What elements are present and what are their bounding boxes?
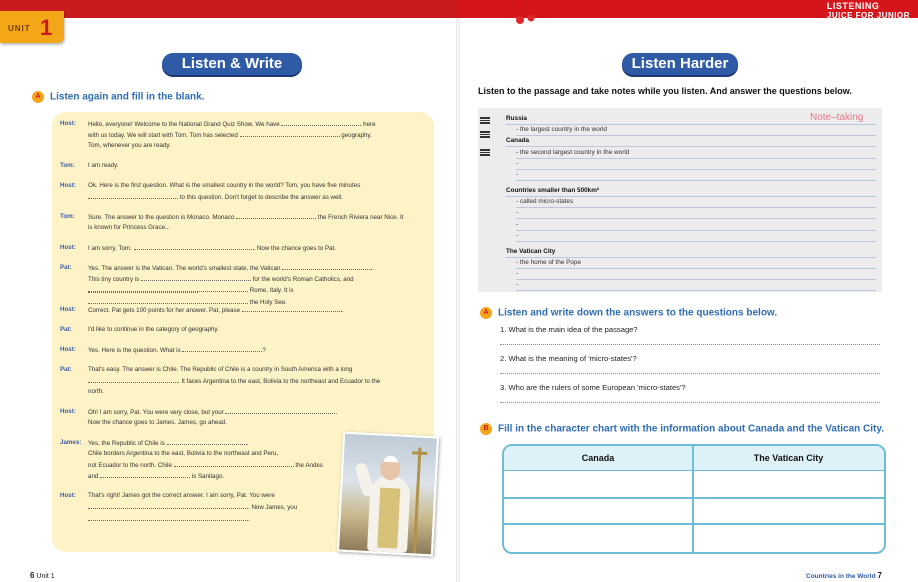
answer-blank[interactable]: [240, 129, 340, 137]
pope-staff: [413, 448, 422, 554]
note-item: -: [516, 268, 876, 280]
dialog-line: . It faces Argentina to the east, Bolivia to the northeast and Ecuador to the: [88, 375, 424, 387]
answer-blank[interactable]: [88, 501, 248, 509]
chart-row-divider: [504, 497, 884, 499]
answer-blank[interactable]: [236, 211, 316, 219]
dialog-line: Yes. Here is the question. What is ?: [88, 344, 424, 356]
list-icon: [480, 148, 494, 156]
speaker-label: Pat:: [60, 366, 72, 373]
dialog-line: Yes. The answer is the Vatican. The world's smallest state, the Vatican .: [88, 262, 424, 274]
pope-stole: [377, 488, 400, 549]
question-3: 3. Who are the rulers of some European 'micro-states'?: [500, 383, 686, 392]
dialog-line: Correct. Pat gets 100 points for her answer. Pat, please .: [88, 304, 424, 316]
note-item: -: [516, 279, 876, 291]
speaker-label: Pat:: [60, 326, 72, 333]
dialog-line: with us today. We will start with Tom. Tom has selected geography.: [88, 129, 424, 141]
section-a2-title: Listen and write down the answers to the questions below.: [498, 307, 778, 319]
dialog-line: Rome, Italy. It is the Holy See.: [88, 284, 424, 308]
answer-blank[interactable]: [167, 437, 247, 445]
page-gutter: [456, 18, 460, 582]
unit-tab: [0, 11, 64, 43]
left-page-number: 6: [30, 571, 35, 580]
dialog-line: Ok. Here is the first question. What is the smallest country in the world? Tom, you have five minutes: [88, 182, 361, 189]
speaker-label: Host:: [60, 492, 76, 499]
list-icon: [480, 116, 494, 124]
answer-line[interactable]: [500, 402, 880, 403]
speaker-label: Tom:: [60, 162, 75, 169]
unit-label: UNIT: [8, 24, 31, 33]
left-footer: [30, 571, 55, 580]
section-a2-heading: [480, 307, 777, 319]
answer-blank[interactable]: [182, 344, 262, 352]
instruction-text: Listen to the passage and take notes while you listen. And answer the questions below.: [478, 86, 852, 96]
right-footer-title: Countries in the World: [806, 573, 876, 580]
brand-logo: [827, 2, 910, 20]
speaker-label: Host:: [60, 306, 76, 313]
listen-harder-title: Listen Harder: [622, 53, 738, 75]
right-footer: [806, 571, 882, 580]
question-1: 1. What is the main idea of the passage?: [500, 325, 638, 334]
answer-line[interactable]: [500, 373, 880, 374]
dialog-line: and is Santiago.: [88, 470, 424, 482]
note-heading: The Vatican City: [506, 246, 876, 258]
answer-blank[interactable]: [88, 191, 178, 199]
dialog-line: is known for Princess Grace...: [88, 224, 171, 231]
chart-row-divider: [504, 523, 884, 525]
character-chart: [502, 444, 886, 554]
chart-column-divider: [692, 446, 694, 552]
note-item: -: [516, 230, 876, 242]
dialog-line: That's right! James got the correct answer. I am sorry, Pat. You were: [88, 492, 275, 499]
cherry-icon: [516, 0, 536, 26]
speaker-label: Host:: [60, 182, 76, 189]
question-2: 2. What is the meaning of 'micro-states'?: [500, 354, 637, 363]
answer-line[interactable]: [500, 344, 880, 345]
speaker-label: Host:: [60, 244, 76, 251]
answer-blank[interactable]: [242, 304, 342, 312]
note-item: - the second largest country in the world: [516, 147, 876, 159]
dialog-line: This tiny country is for the world's Roman Catholics, and: [88, 273, 424, 297]
dialog-line: I am sorry, Tom. . Now the chance goes to Pat.: [88, 242, 424, 254]
dialog-line: Sure. The answer to the question is Monaco. Monaco the French Riviera near Nice. It: [88, 211, 424, 223]
right-page-number: 7: [877, 571, 882, 580]
left-footer-unit: Unit 1: [36, 573, 55, 580]
dialog-line: Yes, the Republic of Chile is .: [88, 437, 424, 449]
dialog-line: I'd like to continue in the category of geography.: [88, 326, 219, 333]
dialog-line: Tom, whenever you are ready.: [88, 142, 171, 149]
section-b-badge: B: [480, 423, 492, 435]
section-a-title: Listen again and fill in the blank.: [50, 91, 205, 103]
brand-line-2: JUICE FOR JUNIOR: [826, 11, 910, 20]
dialog-line: not Ecuador to the north. Chile the Andes: [88, 459, 424, 471]
dialog-line: to this question. Don't forget to describe the answer as well.: [88, 191, 424, 203]
speaker-label: Pat:: [60, 264, 72, 271]
note-item: -: [516, 207, 876, 219]
speaker-label: Host:: [60, 408, 76, 415]
answer-blank[interactable]: [282, 262, 372, 270]
section-a-heading: [32, 91, 204, 103]
answer-blank[interactable]: [141, 273, 251, 281]
speaker-label: James:: [60, 439, 82, 446]
section-b-title: Fill in the character chart with the information about Canada and the Vatican City.: [498, 423, 884, 435]
section-a-badge: A: [32, 91, 44, 103]
answer-blank[interactable]: [174, 459, 294, 467]
answer-blank[interactable]: [100, 470, 190, 478]
dialog-line: Chile borders Argentina to the east, Bolivia to the northeast and Peru,: [88, 450, 279, 457]
section-a2-badge: A: [480, 307, 492, 319]
answer-blank[interactable]: [88, 284, 248, 292]
dialog-line: I am ready.: [88, 162, 119, 169]
answer-blank[interactable]: [88, 296, 248, 304]
dialog-line: Hello, everyone! Welcome to the National Grand Quiz Show. We have here: [88, 118, 424, 130]
pope-photo: [337, 432, 439, 557]
dialog-line: north.: [88, 388, 104, 395]
speaker-label: Host:: [60, 346, 76, 353]
brand-line-1: LISTENING: [826, 1, 880, 11]
note-heading: Canada: [506, 135, 876, 147]
speaker-label: Host:: [60, 120, 76, 127]
note-heading: Russia: [506, 113, 876, 125]
answer-blank[interactable]: [134, 242, 254, 250]
answer-blank[interactable]: [281, 118, 361, 126]
unit-number: 1: [40, 15, 53, 40]
note-taking-label: Note–taking: [810, 112, 864, 123]
chart-header-canada: Canada: [504, 446, 692, 471]
note-item: - called micro-states: [516, 196, 876, 208]
answer-blank[interactable]: [88, 513, 248, 521]
pope-cap: [384, 456, 398, 463]
dialog-line: . Now James, you .: [88, 501, 424, 525]
answer-blank[interactable]: [225, 406, 335, 414]
answer-blank[interactable]: [88, 375, 178, 383]
dialog-line: Oh! I am sorry, Pat. You were very close, but your .: [88, 406, 424, 418]
pope-cross: [412, 451, 427, 455]
dialog-line: Now the chance goes to James. James, go ahead.: [88, 419, 227, 426]
note-item: - the home of the Pope: [516, 257, 876, 269]
section-b-heading: [480, 423, 884, 435]
dialog-line: That's easy. The answer is Chile. The Republic of Chile is a country in South America with a long: [88, 366, 353, 373]
speaker-label: Tom:: [60, 213, 75, 220]
note-item: - the largest country in the world: [516, 124, 876, 136]
note-item: -: [516, 158, 876, 170]
listen-write-title: Listen & Write: [162, 53, 302, 75]
chart-header-vatican: The Vatican City: [693, 446, 884, 471]
note-item: -: [516, 219, 876, 231]
note-item: -: [516, 169, 876, 181]
list-icon: [480, 130, 494, 138]
note-heading: Countries smaller than 500km²: [506, 185, 876, 197]
